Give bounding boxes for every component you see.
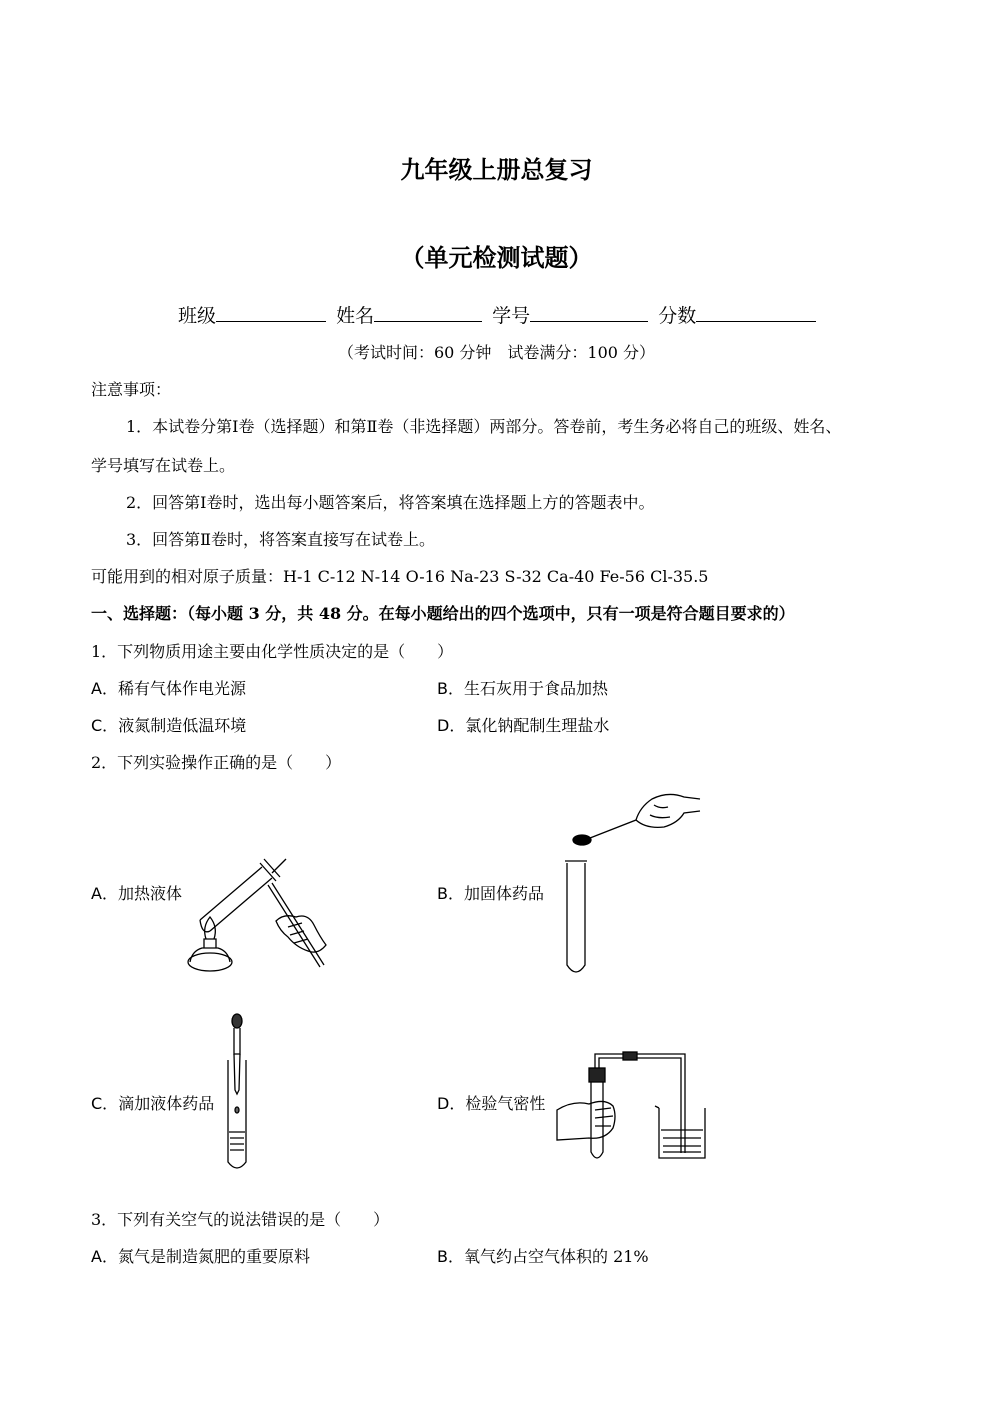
question-2-stem: 2．下列实验操作正确的是（ ） — [91, 753, 342, 772]
student-id-blank[interactable] — [530, 303, 648, 322]
option-letter: B． — [437, 884, 464, 903]
option-letter: A． — [91, 884, 118, 903]
score-blank[interactable] — [696, 303, 816, 322]
option-text: 氮气是制造氮肥的重要原料 — [117, 1247, 310, 1266]
option-text: 氯化钠配制生理盐水 — [465, 716, 610, 735]
option-letter: C． — [91, 716, 119, 735]
option-text: 稀有气体作电光源 — [117, 679, 246, 698]
question-3-option-b[interactable] — [437, 1246, 649, 1268]
class-blank[interactable] — [216, 303, 326, 322]
question-3-stem: 3．下列有关空气的说法错误的是（ ） — [91, 1210, 390, 1229]
class-label: 班级 — [178, 305, 217, 327]
student-id-label: 学号 — [492, 305, 531, 327]
exam-info: （考试时间：60 分钟 试卷满分：100 分） — [337, 343, 656, 362]
question-2-option-a[interactable] — [91, 883, 182, 905]
option-text: 生石灰用于食品加热 — [463, 679, 608, 698]
atomic-masses: 可能用到的相对原子质量：H-1 C-12 N-14 O-16 Na-23 S-32 Ca-40 Fe-56 Cl-35.5 — [91, 567, 709, 586]
question-1-option-a[interactable] — [91, 678, 246, 700]
notice-item-1: 1．本试卷分第Ⅰ卷（选择题）和第Ⅱ卷（非选择题）两部分。答卷前，考生务必将自己的班级、姓名、 — [126, 417, 842, 436]
option-text: 液氮制造低温环境 — [118, 716, 247, 735]
notice-item-3: 3．回答第Ⅱ卷时，将答案直接写在试卷上。 — [126, 530, 436, 549]
option-text: 氧气约占空气体积的 21% — [463, 1247, 649, 1266]
option-letter: D． — [437, 1094, 466, 1113]
question-2-option-d[interactable] — [437, 1093, 545, 1115]
question-2-option-b[interactable] — [437, 883, 544, 905]
page-subtitle: （单元检测试题） — [400, 243, 593, 272]
heating-liquid-figure — [180, 855, 340, 985]
option-text: 滴加液体药品 — [118, 1094, 215, 1113]
question-2-option-c[interactable] — [91, 1093, 214, 1115]
option-text: 检验气密性 — [465, 1094, 546, 1113]
question-1-stem: 1．下列物质用途主要由化学性质决定的是（ ） — [91, 642, 454, 661]
notice-item-2: 2．回答第Ⅰ卷时，选出每小题答案后，将答案填在选择题上方的答题表中。 — [126, 493, 655, 512]
notice-heading: 注意事项： — [91, 380, 172, 399]
page-title: 九年级上册总复习 — [400, 155, 593, 184]
question-1-option-c[interactable] — [91, 715, 246, 737]
question-1-option-b[interactable] — [437, 678, 608, 700]
option-text: 加固体药品 — [463, 884, 544, 903]
airtightness-check-figure — [555, 1048, 710, 1166]
option-letter: C． — [91, 1094, 119, 1113]
info-fields-row — [178, 301, 816, 328]
option-letter: A． — [91, 679, 118, 698]
score-label: 分数 — [658, 305, 697, 327]
question-1-option-d[interactable] — [437, 715, 609, 737]
adding-solid-figure — [560, 785, 710, 980]
option-text: 加热液体 — [117, 884, 182, 903]
name-label: 姓名 — [336, 305, 375, 327]
section-1-heading: 一、选择题：（每小题 3 分，共 48 分。在每小题给出的四个选项中，只有一项是符合题目要求的） — [91, 604, 795, 623]
option-letter: B． — [437, 1247, 464, 1266]
question-3-option-a[interactable] — [91, 1246, 310, 1268]
option-letter: A． — [91, 1247, 118, 1266]
notice-item-1-cont: 学号填写在试卷上。 — [91, 456, 236, 475]
name-blank[interactable] — [374, 303, 482, 322]
option-letter: B． — [437, 679, 464, 698]
dropping-liquid-figure — [220, 1012, 260, 1172]
option-letter: D． — [437, 716, 466, 735]
